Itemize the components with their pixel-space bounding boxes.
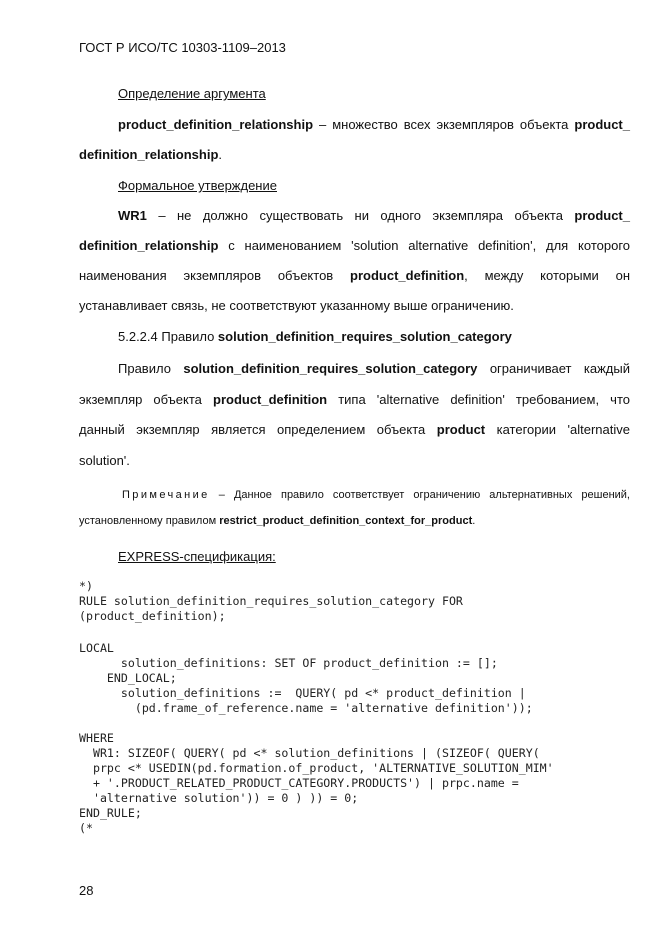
rule-line-1: Правило solution_definition_requires_solution_category ограничивает каждый — [118, 361, 630, 376]
argument-definition-line-1: product_definition_relationship – множество всех экземпляров объекта product_ — [118, 117, 630, 132]
note-line-2: установленному правилом restrict_product_definition_context_for_product. — [79, 515, 476, 527]
formal-statement-line-1: WR1 – не должно существовать ни одного экземпляра объекта product_ — [118, 208, 630, 223]
argument-definition-line-2: definition_relationship. — [79, 147, 223, 162]
page-header: ГОСТ Р ИСО/ТС 10303-1109–2013 — [79, 40, 286, 55]
formal-statement-line-3: наименования экземпляров объектов product_definition, между которыми он — [79, 268, 630, 283]
note-label: Примечание — [122, 489, 210, 501]
page-number: 28 — [79, 883, 94, 898]
rule-line-4: solution'. — [79, 453, 130, 468]
rule-heading: 5.2.2.4 Правило solution_definition_requires_solution_category — [118, 329, 512, 344]
code-block-local: LOCAL solution_definitions: SET OF product_definition := []; END_LOCAL; solution_definitions := QUERY( pd <* product_definition | (pd.frame_of_reference.name = 'alternative definition')); — [79, 641, 533, 715]
formal-statement-line-4: устанавливает связь, не соответствуют указанному выше ограничению. — [79, 298, 514, 313]
formal-statement-line-2: definition_relationship с наименованием 'solution alternative definition', для которого — [79, 238, 630, 253]
code-block-where: WHERE WR1: SIZEOF( QUERY( pd <* solution_definitions | (SIZEOF( QUERY( prpc <* USEDIN(pd.formation.of_product, 'ALTERNATIVE_SOLUTION_MIM' + '.PRODUCT_RELATED_PRODUCT_CATEGORY.PRODUCTS') | prpc.name = 'alternative solution')) = 0 ) )) = 0; END_RULE; (* — [79, 731, 554, 835]
formal-statement-heading: Формальное утверждение — [118, 178, 277, 193]
term: product_definition_relationship — [118, 117, 314, 132]
rule-line-2: экземпляр объекта product_definition типа 'alternative definition' требованием, что — [79, 392, 630, 407]
argument-definition-heading: Определение аргумента — [118, 86, 266, 101]
note-line-1: Примечание – Данное правило соответствует ограничению альтернативных решений, — [122, 489, 630, 501]
rule-line-3: данный экземпляр является определением объекта product категории 'alternative — [79, 422, 630, 437]
code-block-rule: *) RULE solution_definition_requires_solution_category FOR (product_definition); — [79, 579, 463, 623]
express-heading: EXPRESS-спецификация: — [118, 549, 276, 564]
